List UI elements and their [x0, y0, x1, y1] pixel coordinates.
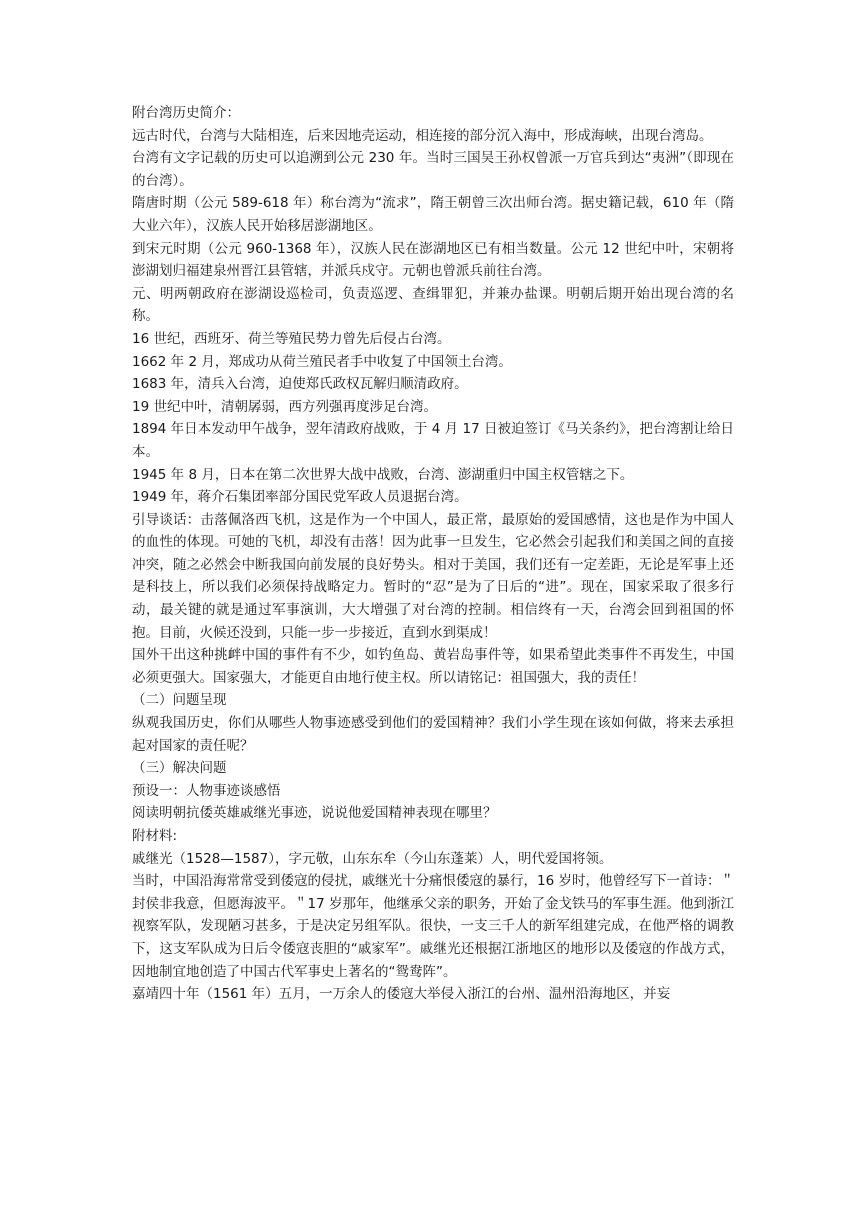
paragraph: 1945 年 8 月，日本在第二次世界大战中战败，台湾、澎湖重归中国主权管辖之下。 — [132, 466, 634, 483]
paragraph: 纵观我国历史，你们从哪些人物事迹感受到他们的爱国精神？我们小学生现在该如何做，将来去承担起对国家的责任呢？ — [132, 715, 734, 754]
paragraph: 隋唐时期（公元 589-618 年）称台湾为“流求”，隋王朝曾三次出师台湾。据史籍记载，610 年（隋大业六年），汉族人民开始移居澎湖地区。 — [132, 195, 734, 234]
paragraph: 台湾有文字记载的历史可以追溯到公元 230 年。当时三国吴王孙权曾派一万官兵到达“夷洲”（即现在的台湾）。 — [132, 150, 734, 189]
paragraph: 1949 年，蒋介石集团率部分国民党军政人员退据台湾。 — [132, 489, 468, 506]
paragraph: 预设一：人物事迹谈感悟 — [132, 782, 281, 799]
paragraph: 戚继光（1528—1587），字元敬，山东东牟（今山东蓬莱）人，明代爱国将领。 — [132, 850, 613, 867]
paragraph: 到宋元时期（公元 960-1368 年），汉族人民在澎湖地区已有相当数量。公元 12 世纪中叶，宋朝将澎湖划归福建泉州晋江县管辖，并派兵戍守。元朝也曾派兵前往台湾。 — [132, 240, 734, 280]
document-body — [132, 102, 734, 1006]
paragraph: 国外干出这种挑衅中国的事件有不少，如钓鱼岛、黄岩岛事件等，如果希望此类事件不再发生，中国必须更强大。国家强大，才能更自由地行使主权。所以请铭记：祖国强大，我的责任！ — [132, 647, 734, 686]
paragraph: 远古时代，台湾与大陆相连，后来因地壳运动，相连接的部分沉入海中，形成海峡，出现台湾岛。 — [132, 127, 713, 144]
paragraph: 附材料: — [132, 828, 178, 844]
paragraph: 阅读明朝抗倭英雄戚继光事迹，说说他爱国精神表现在哪里？ — [132, 805, 497, 822]
section-heading: （二）问题呈现 — [132, 692, 227, 709]
section-heading: （三）解决问题 — [132, 760, 227, 777]
paragraph: 元、明两朝政府在澎湖设巡检司，负责巡逻、查缉罪犯，并兼办盐课。明朝后期开始出现台湾的名称。 — [132, 285, 734, 325]
paragraph: 引导谈话：击落佩洛西飞机，这是作为一个中国人，最正常，最原始的爱国感情，这也是作为中国人的血性的体现。可她的飞机，却没有击落！因为此事一旦发生，它必然会引起我们和美国之间的直接冲突，随之必然会中断我国向前发展的良好势头。相对于美国，我们还有一定差距，无论是军事上还是科技上，所以我们必须保持战略定力。暂时的“忍”是为了日后的“进”。现在，国家采取了很多行动，最关键的就是通过军事演训，大大增强了对台湾的控制。相信终有一天，台湾会回到祖国的怀抱。目前，火候还没到，只能一步一步接近，直到水到渠成！ — [132, 511, 734, 641]
paragraph: 当时，中国沿海常常受到倭寇的侵扰，戚继光十分痛恨倭寇的暴行，16 岁时，他曾经写下一首诗：＂封侯非我意，但愿海波平。＂17 岁那年，他继承父亲的职务，开始了金戈铁马的军事生涯。他到浙江视察军队，发现陋习甚多，于是决定另组军队。很快，一支三千人的新军组建完成，在他严格的调教下，这支军队成为日后令倭寇丧胆的“戚家军”。戚继光还根据江浙地区的地形以及倭寇的作战方式，因地制宜地创造了中国古代军事史上著名的“鸳鸯阵”。 — [132, 873, 734, 980]
paragraph: 19 世纪中叶，清朝孱弱，西方列强再度涉足台湾。 — [132, 398, 437, 415]
paragraph: 1894 年日本发动甲午战争，翌年清政府战败，于 4 月 17 日被迫签订《马关条约》，把台湾割让给日本。 — [132, 421, 734, 460]
paragraph: 1662 年 2 月，郑成功从荷兰殖民者手中收复了中国领土台湾。 — [132, 353, 512, 370]
paragraph: 嘉靖四十年（1561 年）五月，一万余人的倭寇大举侵入浙江的台州、温州沿海地区，并妄 — [132, 986, 671, 1003]
paragraph: 1683 年，清兵入台湾，迫使郑氏政权瓦解归顺清政府。 — [132, 376, 468, 393]
section-heading: 附台湾历史简介： — [132, 105, 240, 121]
paragraph: 16 世纪，西班牙、荷兰等殖民势力曾先后侵占台湾。 — [132, 330, 451, 347]
